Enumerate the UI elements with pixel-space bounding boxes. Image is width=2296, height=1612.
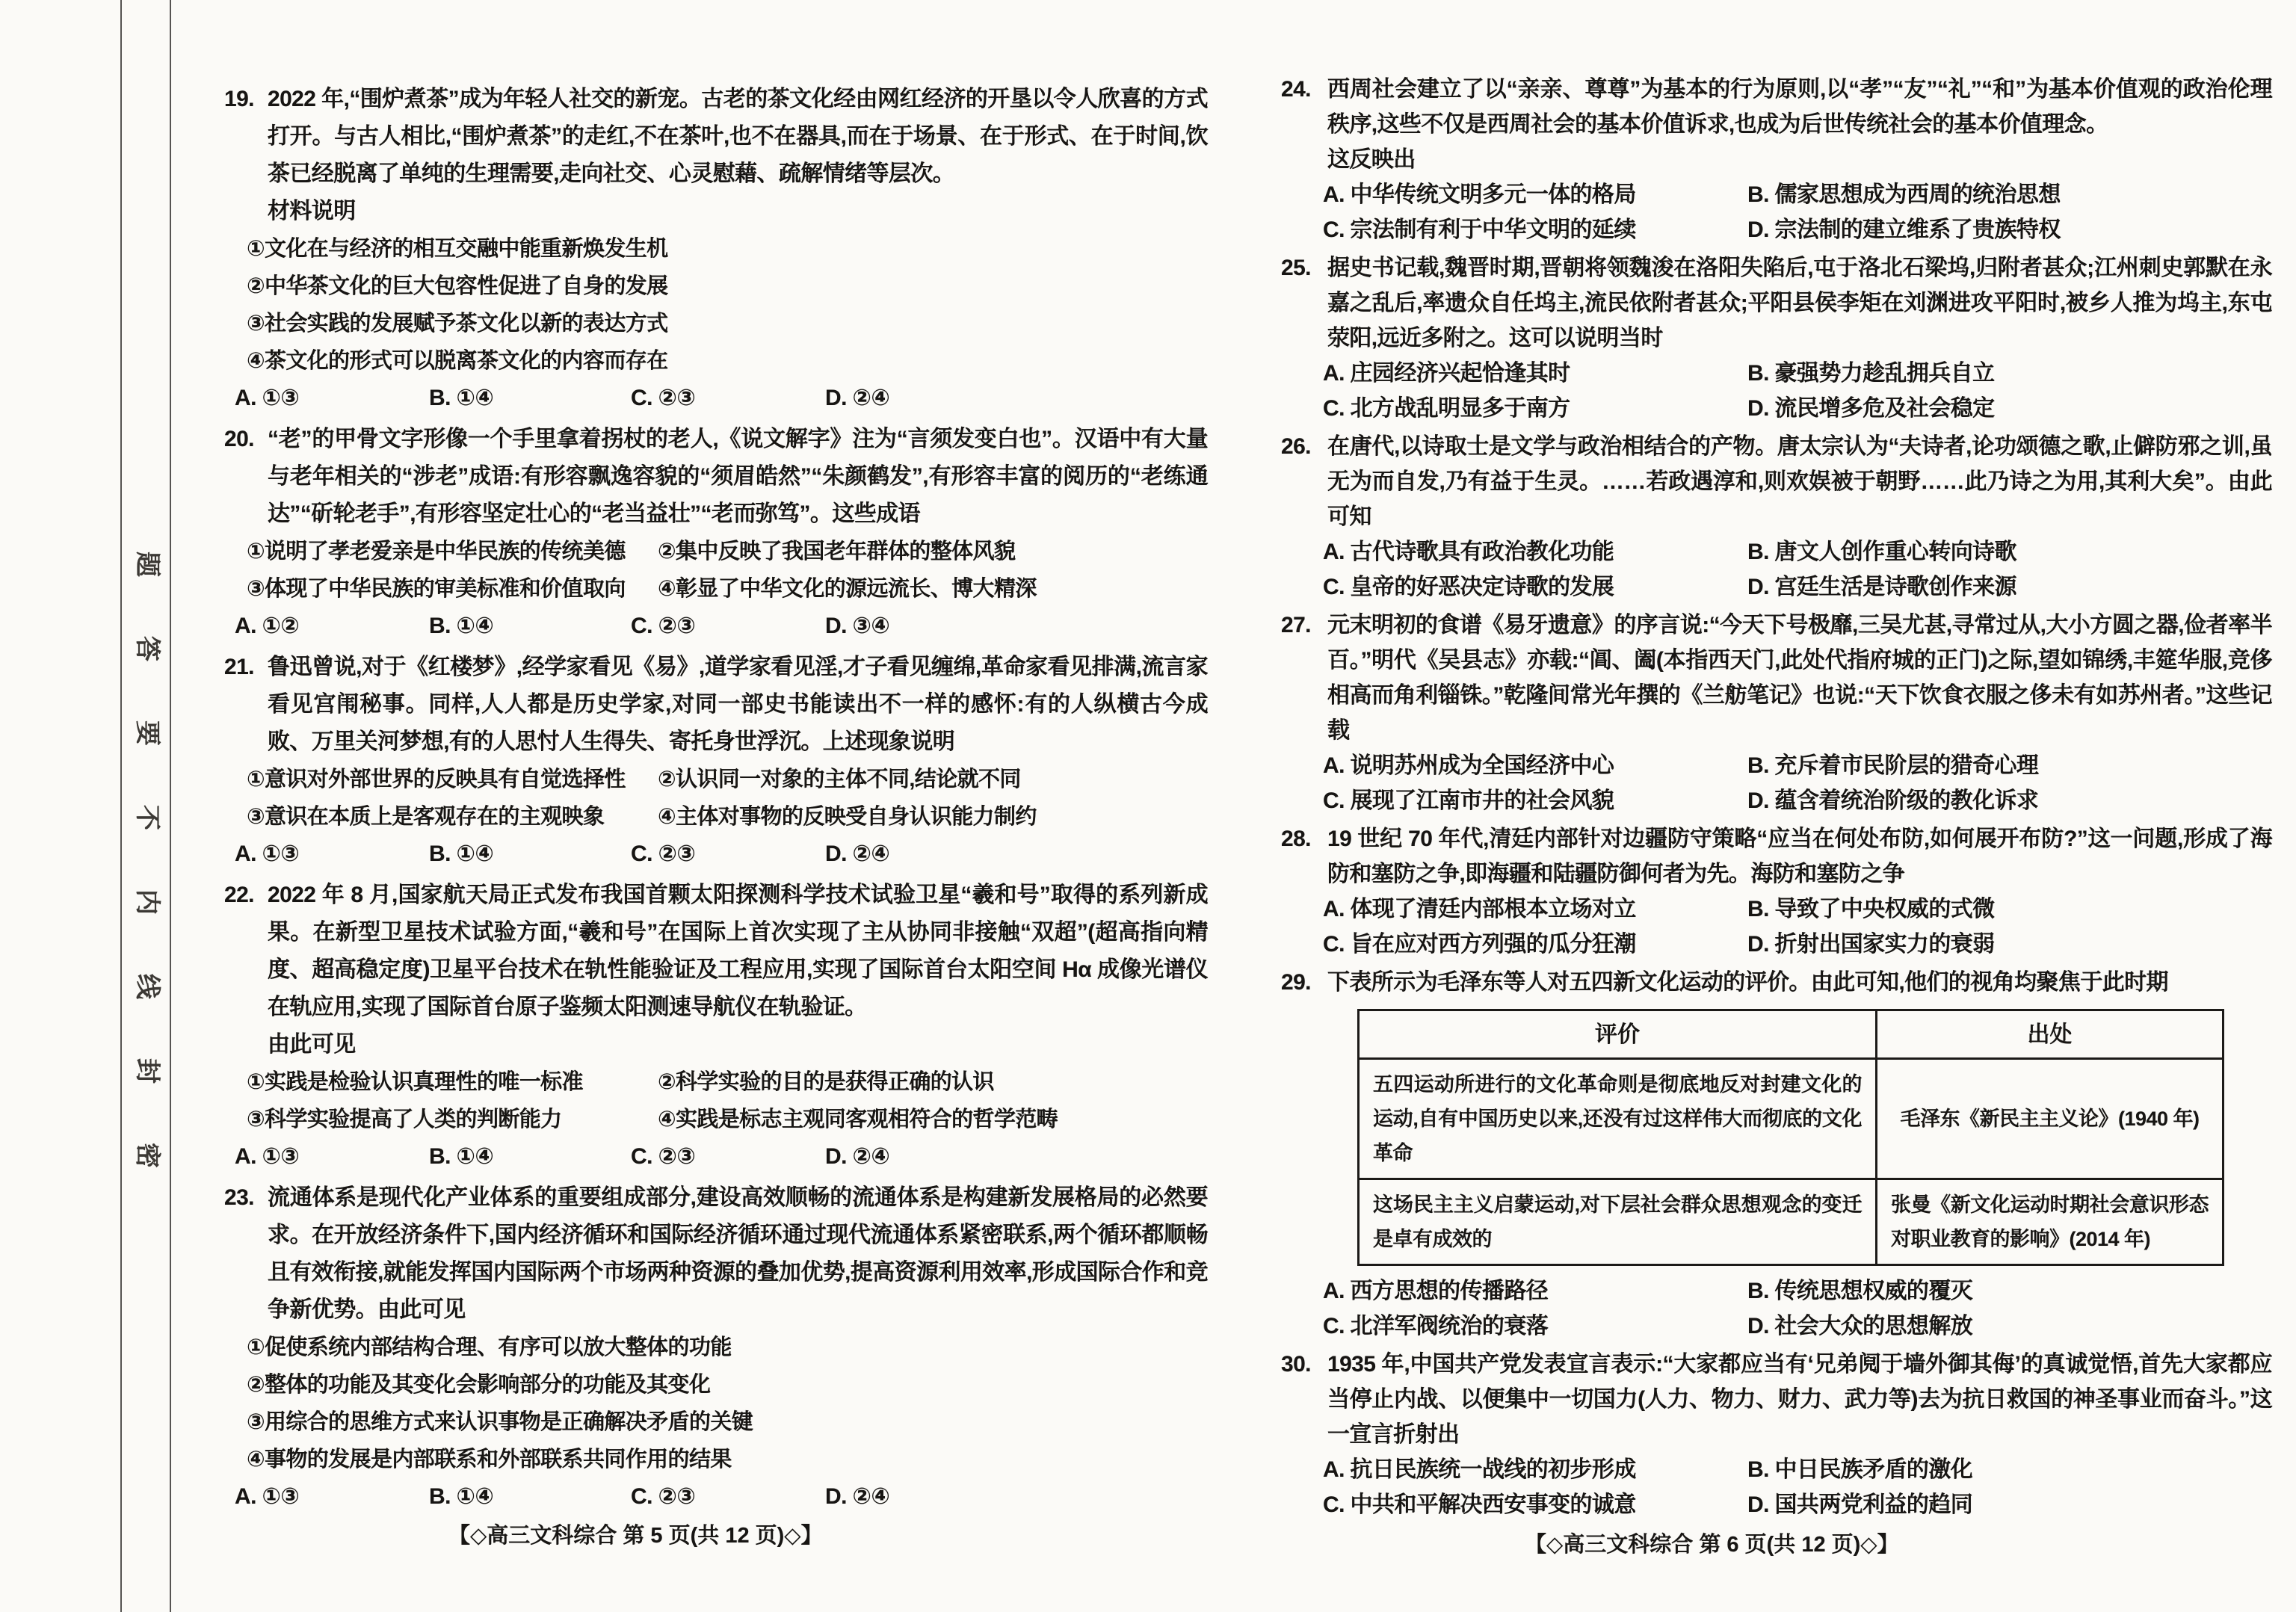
question-stem: 在唐代,以诗取士是文学与政治相结合的产物。唐太宗认为“夫诗者,论功颂德之歌,止僻防邪之训,虽无为而自发,乃有益于生灵。……若政遇淳和,则欢娱被于朝野……此乃诗之为用,其利大矣”。由此可知 xyxy=(1327,434,2272,529)
statement-4: ④主体对事物的反映受自身认识能力制约 xyxy=(658,805,1037,829)
option-a: A. ①③ xyxy=(235,841,300,866)
statement-1: ①意识对外部世界的反映具有自觉选择性 xyxy=(247,768,626,791)
statement-1: ①文化在与经济的相互交融中能重新焕发生机 xyxy=(247,237,668,261)
question-19 xyxy=(224,81,1208,417)
question-stem: 下表所示为毛泽东等人对五四新文化运动的评价。由此可知,他们的视角均聚焦于此时期 xyxy=(1327,970,2168,995)
question-number: 25. xyxy=(1281,256,1311,280)
option-a: A. ①③ xyxy=(235,386,300,410)
option-d: D. 社会大众的思想解放 xyxy=(1747,1314,1973,1338)
page-footer-right: 【◇高三文科综合 第 6 页(共 12 页)◇】 xyxy=(1525,1533,1899,1557)
question-26 xyxy=(1281,429,2272,605)
option-c: C. 展现了江南市井的社会风貌 xyxy=(1323,788,1614,813)
question-25 xyxy=(1281,250,2272,426)
statement-list xyxy=(247,230,1208,380)
question-21 xyxy=(224,649,1208,873)
option-c: C. 北洋军阀统治的衰落 xyxy=(1323,1314,1549,1338)
table-row xyxy=(1359,1179,2224,1265)
table-cell-source: 张曼《新文化运动时期社会意识形态对职业教育的影响》(2014 年) xyxy=(1877,1179,2224,1265)
option-d: D. 流民增多危及社会稳定 xyxy=(1747,396,1995,421)
question-stem: 2022 年 8 月,国家航天局正式发布我国首颗太阳探测科学技术试验卫星“羲和号”取得的系列新成果。在新型卫星技术试验方面,“羲和号”在国际上首次实现了主从协同非接触“双超”(超高指向精度、超高稳定度)卫星平台技术在轨性能验证及工程应用,实现了国际首台太阳空间 Hα 成像光谱仪在轨应用,实现了国际首台原子鉴频太阳测速导航仪在轨验证。 xyxy=(268,883,1208,1019)
option-b: B. 导致了中央权威的式微 xyxy=(1747,897,1995,921)
option-b: B. 充斥着市民阶层的猎奇心理 xyxy=(1747,753,2039,778)
option-b: B. 豪强势力趁乱拥兵自立 xyxy=(1747,361,1995,386)
statement-4: ④实践是标志主观同客观相符合的哲学范畴 xyxy=(658,1108,1058,1131)
option-b: B. 中日民族矛盾的激化 xyxy=(1747,1457,1973,1482)
option-d: D. ②④ xyxy=(825,841,890,866)
statement-4: ④彰显了中华文化的源远流长、博大精深 xyxy=(658,577,1037,601)
option-b: B. ①④ xyxy=(429,1484,494,1509)
option-c: C. ②③ xyxy=(631,386,696,410)
question-24 xyxy=(1281,72,2272,247)
question-28 xyxy=(1281,821,2272,962)
option-row xyxy=(235,380,1208,417)
option-c: C. 皇帝的好恶决定诗歌的发展 xyxy=(1323,575,1614,599)
statement-3: ③用综合的思维方式来认识事物是正确解决矛盾的关键 xyxy=(247,1410,753,1434)
table-header-source: 出处 xyxy=(1877,1010,2224,1059)
statement-1: ①实践是检验认识真理性的唯一标准 xyxy=(247,1070,583,1094)
question-29 xyxy=(1281,965,2272,1344)
option-row xyxy=(1323,748,2272,818)
seal-char: 答 xyxy=(133,636,161,661)
option-c: C. ②③ xyxy=(631,1484,696,1509)
question-stem-tail: 这反映出 xyxy=(1327,147,1416,172)
option-a: A. ①③ xyxy=(235,1144,300,1169)
seal-char: 封 xyxy=(133,1058,161,1084)
question-number: 26. xyxy=(1281,434,1311,459)
seal-margin-text xyxy=(123,552,172,1168)
option-row xyxy=(1323,1273,2272,1344)
option-c: C. 北方战乱明显多于南方 xyxy=(1323,396,1570,421)
question-number: 22. xyxy=(224,883,254,907)
statement-4: ④事物的发展是内部联系和外部联系共同作用的结果 xyxy=(247,1448,732,1472)
option-row xyxy=(1323,1452,2272,1522)
question-stem: 2022 年,“围炉煮茶”成为年轻人社交的新宠。古老的茶文化经由网红经济的开垦以令人欣喜的方式打开。与古人相比,“围炉煮茶”的走红,不在茶叶,也不在器具,而在于场景、在于形式、在于时间,饮茶已经脱离了单纯的生理需要,走向社交、心灵慰藉、疏解情绪等层次。 xyxy=(268,87,1208,186)
question-number: 23. xyxy=(224,1185,254,1210)
option-b: B. ①④ xyxy=(429,1144,494,1169)
statement-3: ③意识在本质上是客观存在的主观映象 xyxy=(247,805,605,829)
option-row xyxy=(1323,177,2272,247)
statement-2: ②认识同一对象的主体不同,结论就不同 xyxy=(658,768,1021,791)
question-number: 21. xyxy=(224,655,254,679)
option-d: D. ②④ xyxy=(825,386,890,410)
option-row xyxy=(1323,534,2272,605)
statement-3: ③社会实践的发展赋予茶文化以新的表达方式 xyxy=(247,312,668,336)
option-row xyxy=(235,836,1208,873)
option-c: C. ②③ xyxy=(631,841,696,866)
option-a: A. 西方思想的传播路径 xyxy=(1323,1279,1549,1303)
table-cell-evaluation: 五四运动所进行的文化革命则是彻底地反对封建文化的运动,自有中国历史以来,还没有过这样伟大而彻底的文化革命 xyxy=(1359,1059,1877,1179)
option-a: A. 抗日民族统一战线的初步形成 xyxy=(1323,1457,1636,1482)
question-stem-tail: 材料说明 xyxy=(268,199,356,223)
seal-margin-line-outer xyxy=(120,0,122,1612)
table-header-row xyxy=(1359,1010,2224,1059)
statement-list xyxy=(247,1063,1208,1138)
table-cell-source: 毛泽东《新民主主义论》(1940 年) xyxy=(1877,1059,2224,1179)
question-27 xyxy=(1281,608,2272,818)
option-row xyxy=(1323,892,2272,962)
statement-1: ①说明了孝老爱亲是中华民族的传统美德 xyxy=(247,540,626,563)
option-c: C. 宗法制有利于中华文明的延续 xyxy=(1323,217,1636,242)
option-row xyxy=(235,1138,1208,1176)
option-b: B. ①④ xyxy=(429,386,494,410)
option-d: D. ③④ xyxy=(825,614,890,638)
option-a: A. ①③ xyxy=(235,1484,300,1509)
question-stem: 19 世纪 70 年代,清廷内部针对边疆防守策略“应当在何处布防,如何展开布防?”这一问题,形成了海防和塞防之争,即海疆和陆疆防御何者为先。海防和塞防之争 xyxy=(1327,827,2272,886)
statement-1: ①促使系统内部结构合理、有序可以放大整体的功能 xyxy=(247,1335,732,1359)
question-23 xyxy=(224,1179,1208,1516)
option-a: A. 体现了清廷内部根本立场对立 xyxy=(1323,897,1636,921)
option-d: D. ②④ xyxy=(825,1484,890,1509)
question-stem: 据史书记载,魏晋时期,晋朝将领魏浚在洛阳失陷后,屯于洛北石梁坞,归附者甚众;江州刺史郭默在永嘉之乱后,率遗众自任坞主,流民依附者甚众;平阳县侯李矩在刘渊进攻平阳时,被乡人推为坞主,东屯荥阳,远近多附之。这可以说明当时 xyxy=(1327,256,2272,350)
question-20 xyxy=(224,421,1208,645)
table-cell-evaluation: 这场民主主义启蒙运动,对下层社会群众思想观念的变迁是卓有成效的 xyxy=(1359,1179,1877,1265)
option-d: D. 折射出国家实力的衰弱 xyxy=(1747,932,1995,957)
question-stem: 流通体系是现代化产业体系的重要组成部分,建设高效顺畅的流通体系是构建新发展格局的必然要求。在开放经济条件下,国内经济循环和国际经济循环通过现代流通体系紧密联系,两个循环都顺畅且有效衔接,就能发挥国内国际两个市场两种资源的叠加优势,提高资源利用效率,形成国际合作和竞争新优势。由此可见 xyxy=(268,1185,1209,1322)
option-c: C. 旨在应对西方列强的瓜分狂潮 xyxy=(1323,932,1636,957)
statement-2: ②中华茶文化的巨大包容性促进了自身的发展 xyxy=(247,274,668,298)
statement-4: ④茶文化的形式可以脱离茶文化的内容而存在 xyxy=(247,349,668,373)
page-6-column xyxy=(1281,72,2272,1522)
seal-char: 线 xyxy=(133,974,161,999)
option-b: B. 传统思想权威的覆灭 xyxy=(1747,1279,1973,1303)
question-stem: 西周社会建立了以“亲亲、尊尊”为基本的行为原则,以“孝”“友”“礼”“和”为基本价值观的政治伦理秩序,这些不仅是西周社会的基本价值诉求,也成为后世传统社会的基本价值理念。 xyxy=(1327,77,2272,137)
question-number: 28. xyxy=(1281,827,1311,851)
question-stem-tail: 由此可见 xyxy=(268,1032,356,1057)
seal-char: 不 xyxy=(133,805,161,830)
page-footer-left: 【◇高三文科综合 第 5 页(共 12 页)◇】 xyxy=(448,1524,823,1548)
option-row xyxy=(1323,356,2272,426)
statement-2: ②整体的功能及其变化会影响部分的功能及其变化 xyxy=(247,1373,711,1397)
question-stem: 鲁迅曾说,对于《红楼梦》,经学家看见《易》,道学家看见淫,才子看见缠绵,革命家看见排满,流言家看见宫闱秘事。同样,人人都是历史学家,对同一部史书能读出不一样的感怀:有的人纵横古今成败、万里关河梦想,有的人思忖人生得失、寄托身世浮沉。上述现象说明 xyxy=(268,655,1208,754)
option-b: B. 唐文人创作重心转向诗歌 xyxy=(1747,540,2016,564)
option-row xyxy=(235,608,1208,645)
table-header-evaluation: 评价 xyxy=(1359,1010,1877,1059)
statement-list xyxy=(247,1329,1208,1478)
option-d: D. 国共两党利益的趋同 xyxy=(1747,1492,1973,1517)
statement-list xyxy=(247,761,1208,836)
question-stem: “老”的甲骨文字形像一个手里拿着拐杖的老人,《说文解字》注为“言须发变白也”。汉语中有大量与老年相关的“涉老”成语:有形容飘逸容貌的“须眉皓然”“朱颜鹤发”,有形容丰富的阅历的“老练通达”“斫轮老手”,有形容坚定壮心的“老当益壮”“老而弥笃”。这些成语 xyxy=(268,427,1208,526)
statement-3: ③科学实验提高了人类的判断能力 xyxy=(247,1108,562,1131)
option-b: B. ①④ xyxy=(429,841,494,866)
question-22 xyxy=(224,877,1208,1176)
statement-2: ②集中反映了我国老年群体的整体风貌 xyxy=(658,540,1016,563)
option-c: C. ②③ xyxy=(631,614,696,638)
page-5-column xyxy=(224,81,1208,1516)
evaluation-table xyxy=(1357,1009,2224,1266)
option-row xyxy=(235,1478,1208,1516)
option-a: A. 古代诗歌具有政治教化功能 xyxy=(1323,540,1614,564)
question-number: 30. xyxy=(1281,1352,1311,1377)
question-stem: 元末明初的食谱《易牙遗意》的序言说:“今天下号极靡,三吴尤甚,寻常过从,大小方圆之器,俭者率半百。”明代《吴县志》亦载:“阊、阖(本指西天门,此处代指府城的正门)之际,望如锦绣,丰筵华服,竞侈相高而角利锱铢。”乾隆间常光年撰的《兰舫笔记》也说:“天下饮食衣服之侈未有如苏州者。”这些记载 xyxy=(1327,613,2272,743)
question-30 xyxy=(1281,1347,2272,1522)
option-a: A. 说明苏州成为全国经济中心 xyxy=(1323,753,1614,778)
option-c: C. ②③ xyxy=(631,1144,696,1169)
statement-list xyxy=(247,533,1208,608)
seal-char: 题 xyxy=(133,552,161,577)
table-row xyxy=(1359,1059,2224,1179)
option-d: D. 宫廷生活是诗歌创作来源 xyxy=(1747,575,2016,599)
statement-2: ②科学实验的目的是获得正确的认识 xyxy=(658,1070,994,1094)
seal-char: 要 xyxy=(133,720,161,746)
option-c: C. 中共和平解决西安事变的诚意 xyxy=(1323,1492,1636,1517)
option-a: A. ①② xyxy=(235,614,300,638)
seal-char: 密 xyxy=(133,1143,161,1168)
question-stem: 1935 年,中国共产党发表宣言表示:“大家都应当有‘兄弟阋于墙外御其侮’的真诚觉悟,首先大家都应当停止内战、以便集中一切国力(人力、物力、财力、武力等)去为抗日救国的神圣事业而奋斗。”这一宣言折射出 xyxy=(1327,1352,2272,1447)
option-a: A. 中华传统文明多元一体的格局 xyxy=(1323,182,1636,207)
option-d: D. ②④ xyxy=(825,1144,890,1169)
seal-char: 内 xyxy=(133,889,161,915)
question-number: 20. xyxy=(224,427,254,451)
option-b: B. ①④ xyxy=(429,614,494,638)
question-number: 24. xyxy=(1281,77,1311,102)
question-number: 27. xyxy=(1281,613,1311,637)
question-number: 29. xyxy=(1281,970,1311,995)
option-a: A. 庄园经济兴起恰逢其时 xyxy=(1323,361,1570,386)
statement-3: ③体现了中华民族的审美标准和价值取向 xyxy=(247,577,626,601)
question-number: 19. xyxy=(224,87,254,111)
option-d: D. 宗法制的建立维系了贵族特权 xyxy=(1747,217,2061,242)
option-d: D. 蕴含着统治阶级的教化诉求 xyxy=(1747,788,2039,813)
option-b: B. 儒家思想成为西周的统治思想 xyxy=(1747,182,2061,207)
